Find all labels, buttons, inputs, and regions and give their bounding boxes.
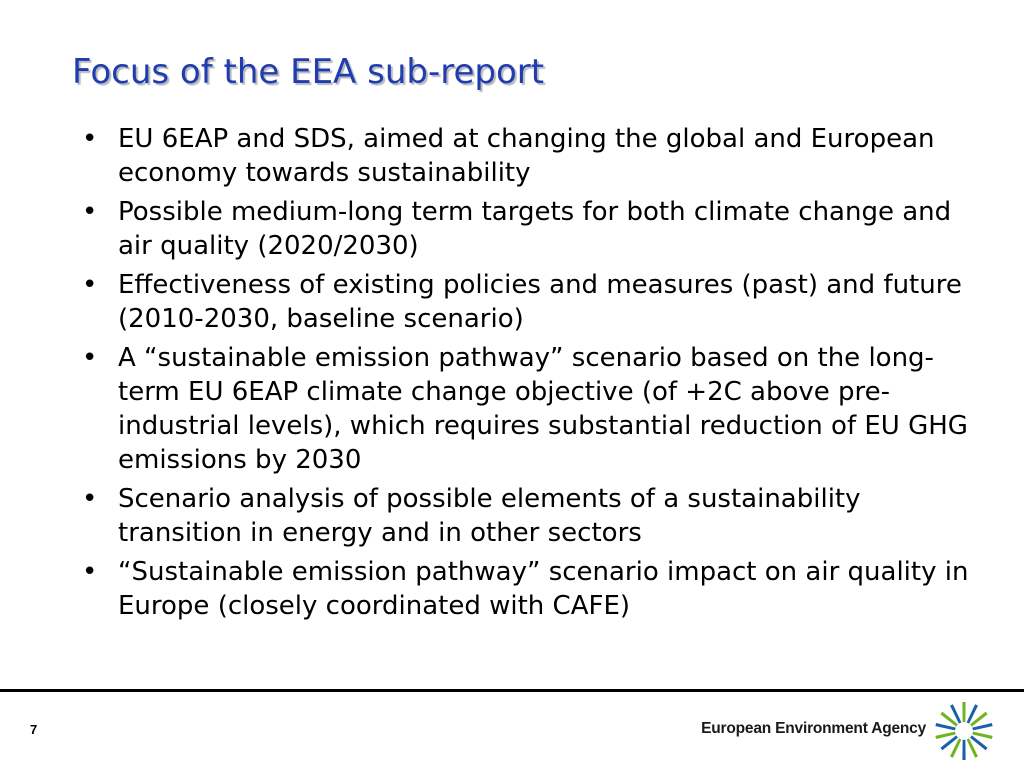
bullet-text: Possible medium-long term targets for both climate change and air quality (2020/2030): [118, 197, 952, 261]
slide-title: Focus of the EEA sub-report: [72, 52, 545, 92]
page-number: 7: [30, 722, 38, 737]
bullet-mark: •: [82, 557, 98, 587]
bullet-text: Scenario analysis of possible elements of a sustainability transition in energy and in other sectors: [118, 484, 861, 548]
bullet-item: [82, 482, 982, 550]
logo-ray: [972, 732, 992, 739]
bullet-text: “Sustainable emission pathway” scenario impact on air quality in Europe (closely coordinated with CAFE): [118, 557, 969, 621]
bullet-item: [82, 341, 982, 477]
logo-ray: [935, 723, 955, 730]
bullet-mark: •: [82, 270, 98, 300]
bullet-mark: •: [82, 343, 98, 373]
bullet-mark: •: [82, 197, 98, 227]
bullet-text: EU 6EAP and SDS, aimed at changing the global and European economy towards sustainability: [118, 124, 935, 188]
bullet-list: [82, 122, 982, 628]
bullet-mark: •: [82, 484, 98, 514]
footer-divider: [0, 689, 1024, 692]
logo-ray: [962, 740, 965, 760]
logo-ray: [972, 723, 992, 730]
logo-ray: [962, 702, 965, 722]
bullet-item: [82, 555, 982, 623]
bullet-item: [82, 195, 982, 263]
logo-ray: [935, 732, 955, 739]
bullet-text: A “sustainable emission pathway” scenario based on the long-term EU 6EAP climate change objective (of +2C above pre-industrial levels), which requires substantial reduction of EU GHG emissions by 2030: [118, 343, 968, 475]
bullet-text: Effectiveness of existing policies and measures (past) and future (2010-2030, baseline scenario): [118, 270, 962, 334]
bullet-item: [82, 268, 982, 336]
bullet-mark: •: [82, 124, 98, 154]
bullet-item: [82, 122, 982, 190]
eea-logo-icon: [932, 698, 996, 762]
agency-name: European Environment Agency: [701, 720, 926, 737]
